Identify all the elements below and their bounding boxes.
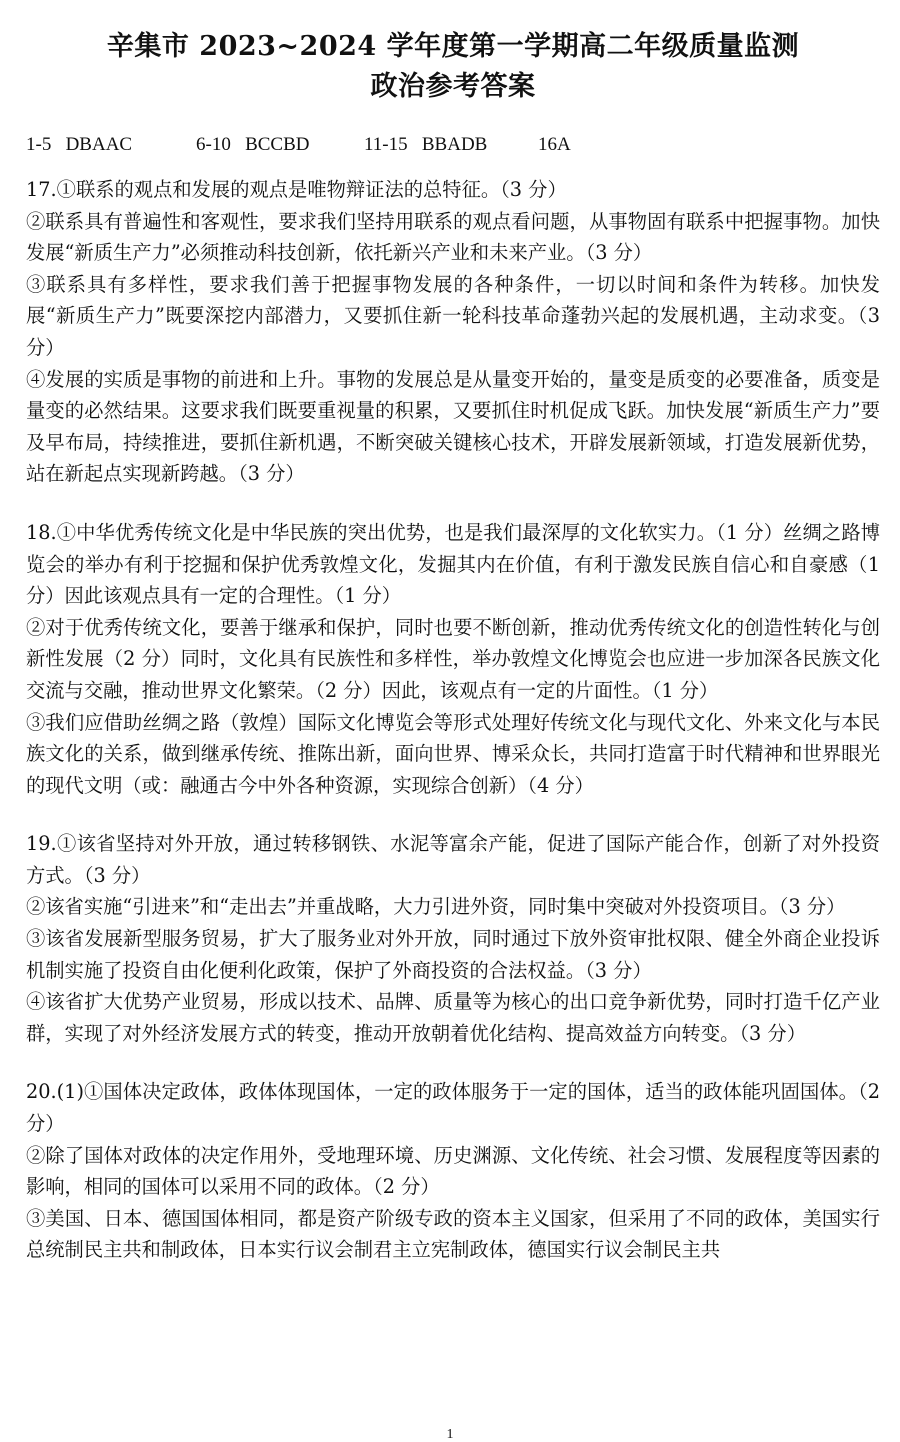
question-17-answer <box>26 174 880 490</box>
document-title: 辛集市 2023~2024 学年度第一学期高二年级质量监测 <box>106 31 800 62</box>
question-20-answer <box>26 1076 880 1266</box>
answer-paragraph: 19.①该省坚持对外开放，通过转移钢铁、水泥等富余产能，促进了国际产能合作，创新了对外投资方式。（3 分） <box>26 832 880 887</box>
answer-paragraph: 17.①联系的观点和发展的观点是唯物辩证法的总特征。（3 分） <box>26 178 567 201</box>
choice-answer-group: 11-15 BBADB <box>364 134 488 155</box>
page-number: 1 <box>446 1427 454 1442</box>
answer-paragraph: ②该省实施“引进来”和“走出去”并重战略，大力引进外资，同时集中突破对外投资项目。（3 分） <box>26 895 846 919</box>
answer-paragraph: 18.①中华优秀传统文化是中华民族的突出优势，也是我们最深厚的文化软实力。（1 分）丝绸之路博览会的举办有利于挖掘和保护优秀敦煌文化，发掘其内在价值，有利于激发民族自信心和自豪感（1 分）因此该观点具有一定的合理性。（1 分） <box>26 520 880 608</box>
answer-paragraph: 20.(1)①国体决定政体，政体体现国体，一定的政体服务于一定的国体，适当的政体能巩固国体。（2 分） <box>26 1080 880 1136</box>
answer-paragraph: ③我们应借助丝绸之路（敦煌）国际文化博览会等形式处理好传统文化与现代文化、外来文化与本民族文化的关系，做到继承传统、推陈出新，面向世界、博采众长，共同打造富于时代精神和世界眼光的现代文明（或：融通古今中外各种资源，实现综合创新）（4 分） <box>26 710 880 797</box>
answer-paragraph: ③美国、日本、德国国体相同，都是资产阶级专政的资本主义国家，但采用了不同的政体，美国实行总统制民主共和制政体，日本实行议会制君主立宪制政体，德国实行议会制民主共 <box>26 1206 880 1262</box>
question-19-answer <box>26 828 880 1049</box>
question-18-answer <box>26 517 880 801</box>
answer-paragraph: ②对于优秀传统文化，要善于继承和保护，同时也要不断创新，推动优秀传统文化的创造性转化与创新性发展（2 分）同时，文化具有民族性和多样性，举办敦煌文化博览会也应进一步加深各民族文化交流与交融，推动世界文化繁荣。（2 分）因此，该观点有一定的片面性。（1 分） <box>26 615 880 702</box>
answer-paragraph: ③联系具有多样性，要求我们善于把握事物发展的各种条件，一切以时间和条件为转移。加快发展“新质生产力”既要深挖内部潜力，又要抓住新一轮科技革命蓬勃兴起的发展机遇，主动求变。（3 分） <box>26 272 880 359</box>
choice-answer-group: 16A <box>538 134 571 155</box>
choice-answer-group: 1-5 DBAAC <box>26 134 133 155</box>
answer-paragraph: ②联系具有普遍性和客观性，要求我们坚持用联系的观点看问题，从事物固有联系中把握事物。加快发展“新质生产力”必须推动科技创新，依托新兴产业和未来产业。（3 分） <box>26 209 880 265</box>
choice-answer-group: 6-10 BCCBD <box>196 134 310 155</box>
answer-paragraph: ②除了国体对政体的决定作用外，受地理环境、历史渊源、文化传统、社会习惯、发展程度等因素的影响，相同的国体可以采用不同的政体。（2 分） <box>26 1143 880 1199</box>
answer-paragraph: ④发展的实质是事物的前进和上升。事物的发展总是从量变开始的，量变是质变的必要准备，质变是量变的必然结果。这要求我们既要重视量的积累，又要抓住时机促成飞跃。加快发展“新质生产力”要及早布局，持续推进，要抓住新机遇，不断突破关键核心技术，开辟发展新领域，打造发展新优势，站在新起点实现新跨越。（3 分） <box>26 367 880 486</box>
answer-paragraph: ④该省扩大优势产业贸易，形成以技术、品牌、质量等为核心的出口竞争新优势，同时打造千亿产业群，实现了对外经济发展方式的转变，推动开放朝着优化结构、提高效益方向转变。（3 分） <box>26 990 880 1045</box>
choice-answers-row <box>26 130 880 160</box>
answer-paragraph: ③该省发展新型服务贸易，扩大了服务业对外开放，同时通过下放外资审批权限、健全外商企业投诉机制实施了投资自由化便利化政策，保护了外商投资的合法权益。（3 分） <box>26 927 880 982</box>
document-subtitle: 政治参考答案 <box>370 71 536 102</box>
